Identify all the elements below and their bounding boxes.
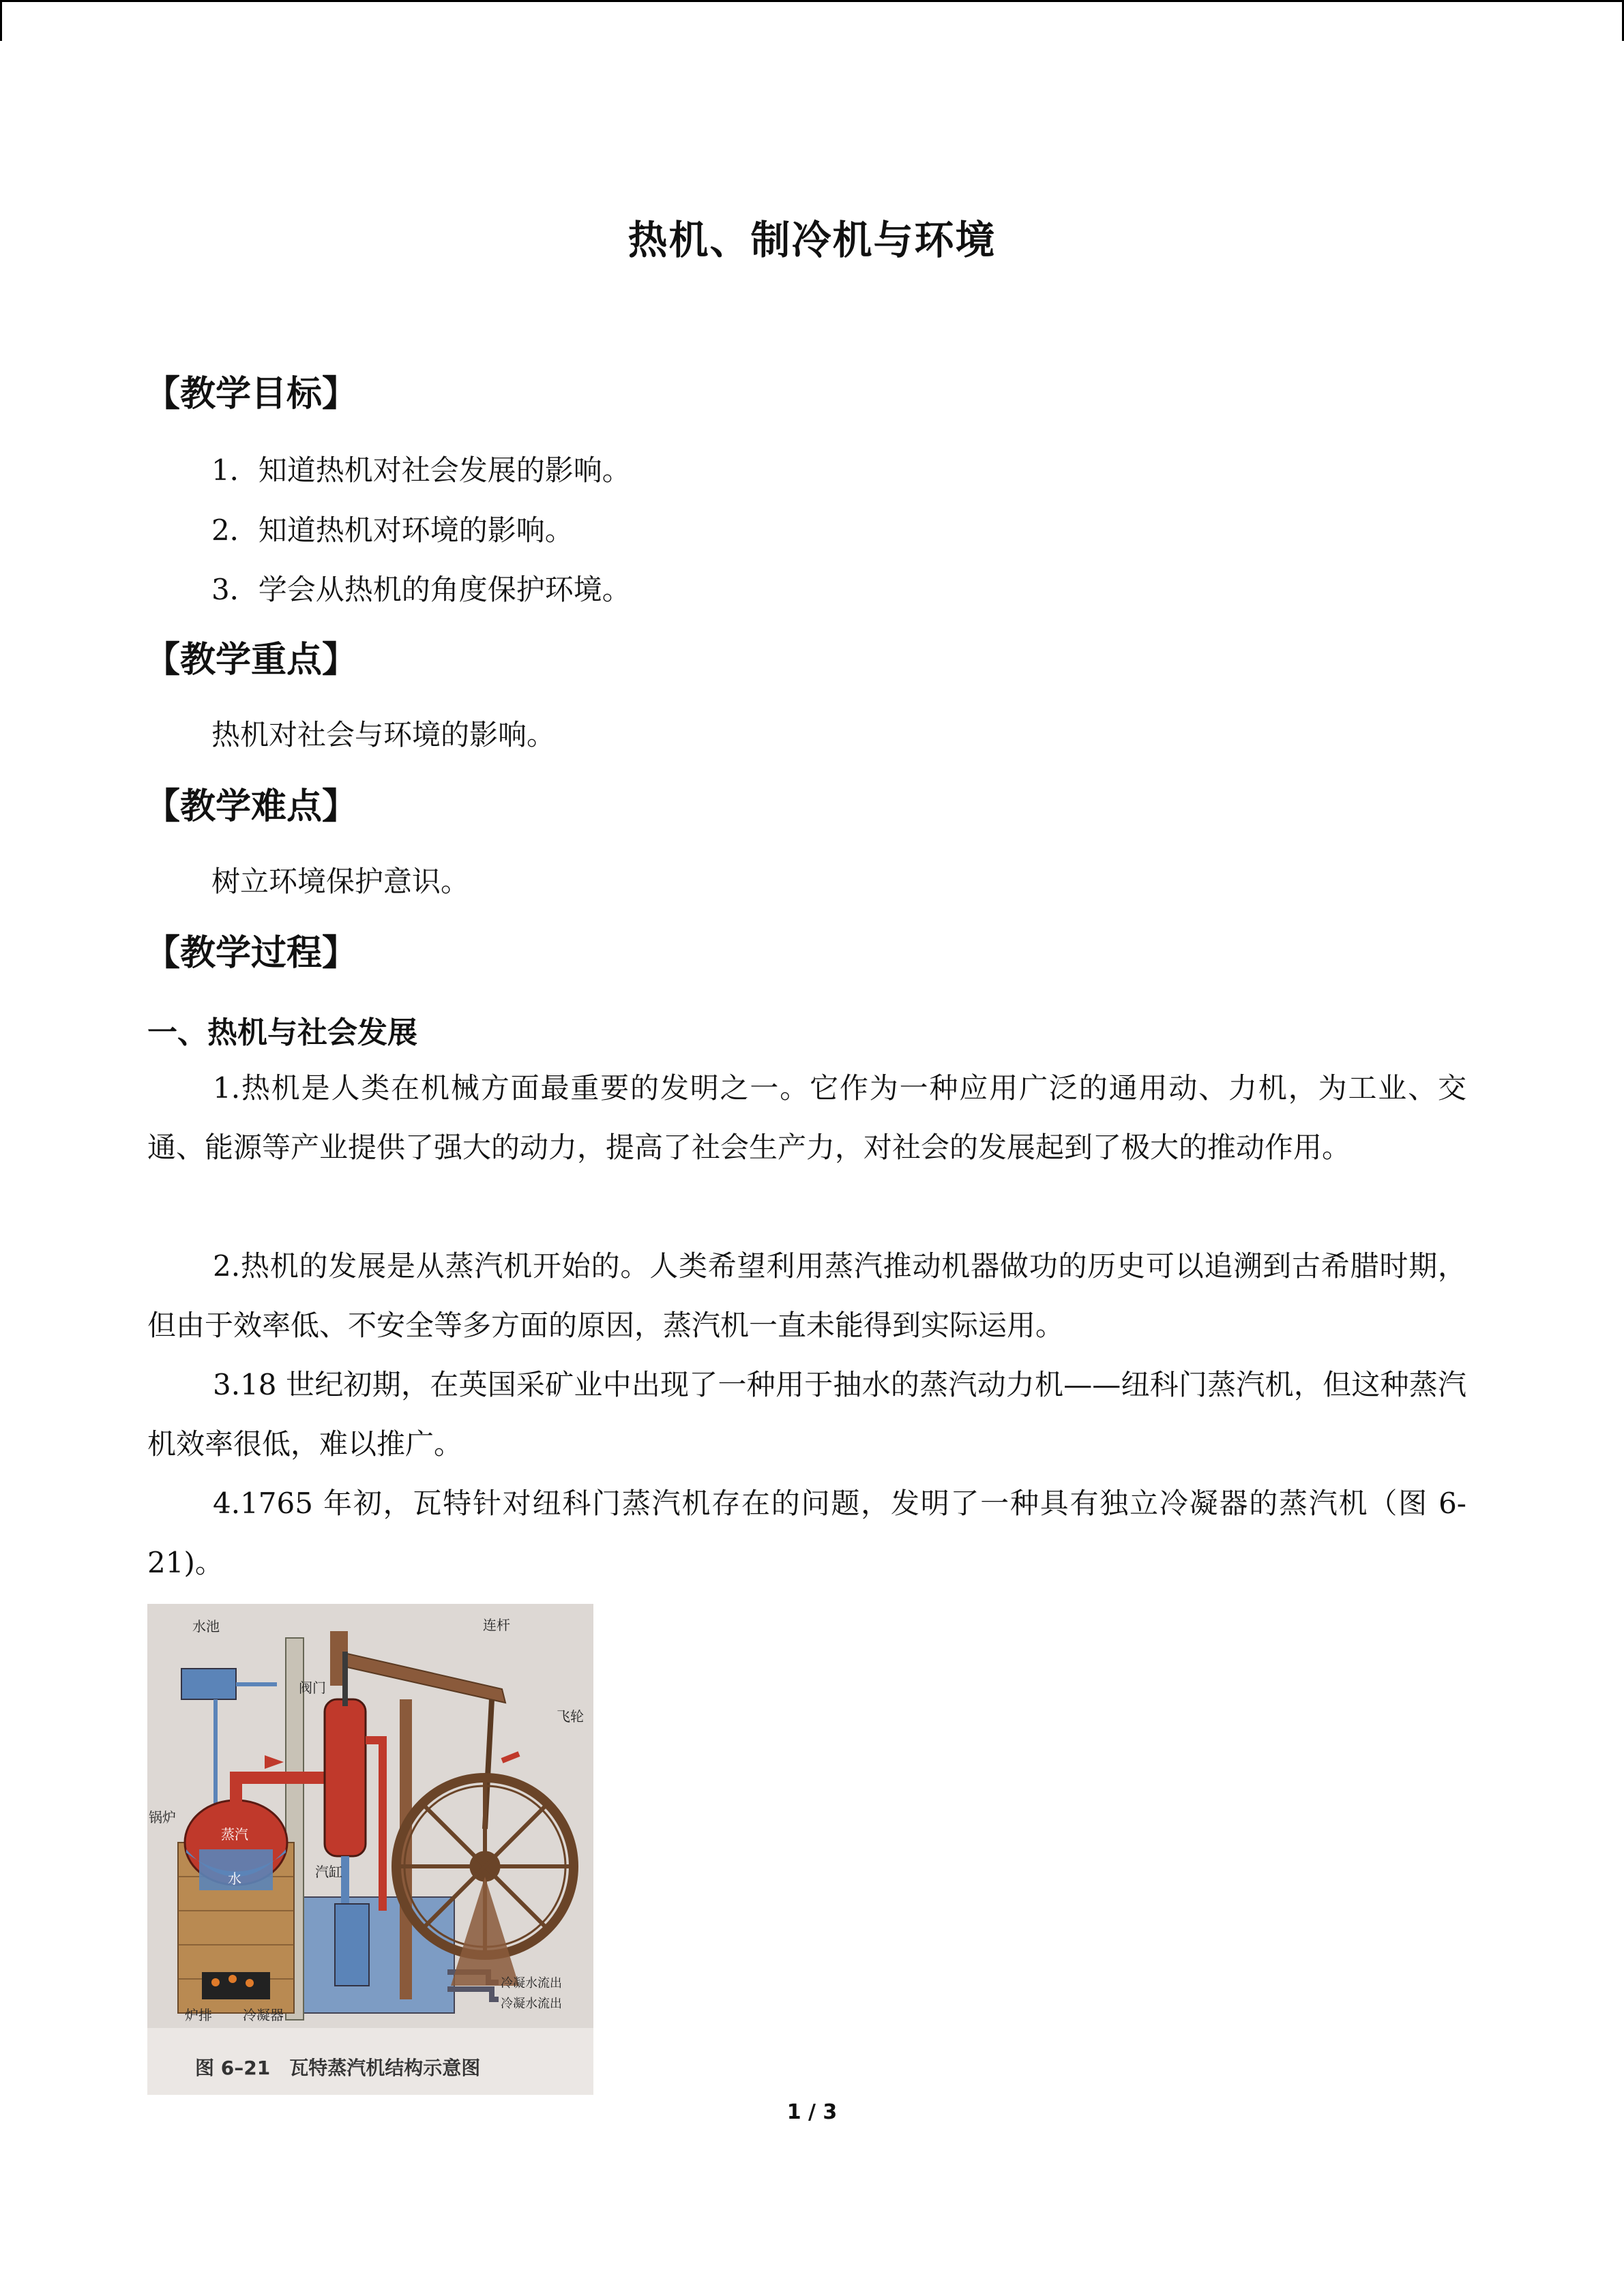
label-valve: 阀门 bbox=[299, 1680, 326, 1696]
label-rod: 连杆 bbox=[483, 1617, 510, 1633]
figure-caption: 图 6–21 瓦特蒸汽机结构示意图 bbox=[195, 2057, 481, 2079]
label-steam: 蒸汽 bbox=[221, 1826, 248, 1843]
objective-item-1: 1．知道热机对社会发展的影响。 bbox=[211, 453, 631, 487]
label-boiler: 锅炉 bbox=[149, 1809, 176, 1825]
paragraph-4 bbox=[147, 1474, 1466, 1592]
label-flywheel: 飞轮 bbox=[557, 1708, 584, 1725]
difficulty-heading: 【教学难点】 bbox=[145, 786, 358, 827]
paragraph-4-text: 4.1765 年初，瓦特针对纽科门蒸汽机存在的问题，发明了一种具有独立冷凝器的蒸汽机（图 6-21)。 bbox=[147, 1487, 1466, 1579]
label-water: 水 bbox=[228, 1870, 241, 1887]
section-heading-part1: 一、热机与社会发展 bbox=[147, 1015, 417, 1050]
steam-engine-figure bbox=[147, 1604, 593, 2095]
label-cylinder: 汽缸 bbox=[315, 1864, 342, 1880]
difficulty-text: 树立环境保护意识。 bbox=[211, 865, 470, 898]
label-cooling-out-1: 冷凝水流出 bbox=[501, 1976, 562, 1991]
process-heading: 【教学过程】 bbox=[145, 933, 358, 974]
label-condenser: 冷凝器 bbox=[243, 2007, 284, 2023]
paragraph-3-text: 3.18 世纪初期，在英国采矿业中出现了一种用于抽水的蒸汽动力机——纽科门蒸汽机，但这种蒸汽机效率很低，难以推广。 bbox=[147, 1368, 1466, 1461]
paragraph-1 bbox=[147, 1058, 1466, 1177]
steam-engine-diagram bbox=[147, 1604, 593, 2095]
objectives-heading: 【教学目标】 bbox=[145, 374, 358, 415]
objective-item-3: 3．学会从热机的角度保护环境。 bbox=[211, 573, 631, 606]
paragraph-2 bbox=[147, 1236, 1466, 1355]
label-pool: 水池 bbox=[192, 1618, 220, 1635]
paragraph-2-text: 2.热机的发展是从蒸汽机开始的。人类希望利用蒸汽推动机器做功的历史可以追溯到古希腊时期，但由于效率低、不安全等多方面的原因，蒸汽机一直未能得到实际运用。 bbox=[147, 1249, 1466, 1342]
key-points-text: 热机对社会与环境的影响。 bbox=[211, 718, 556, 751]
label-grate: 炉排 bbox=[185, 2007, 212, 2023]
key-points-heading: 【教学重点】 bbox=[145, 640, 358, 681]
objective-item-2: 2．知道热机对环境的影响。 bbox=[211, 513, 574, 547]
paragraph-1-text: 1.热机是人类在机械方面最重要的发明之一。它作为一种应用广泛的通用动、力机，为工业、交通、能源等产业提供了强大的动力，提高了社会生产力，对社会的发展起到了极大的推动作用。 bbox=[147, 1071, 1466, 1164]
page-border-left bbox=[0, 0, 2, 41]
page-number: 1 / 3 bbox=[786, 2100, 838, 2124]
page-title: 热机、制冷机与环境 bbox=[628, 217, 996, 263]
paragraph-3 bbox=[147, 1355, 1466, 1474]
label-cooling-out-2: 冷凝水流出 bbox=[501, 1997, 562, 2011]
page-border bbox=[0, 0, 1624, 2]
